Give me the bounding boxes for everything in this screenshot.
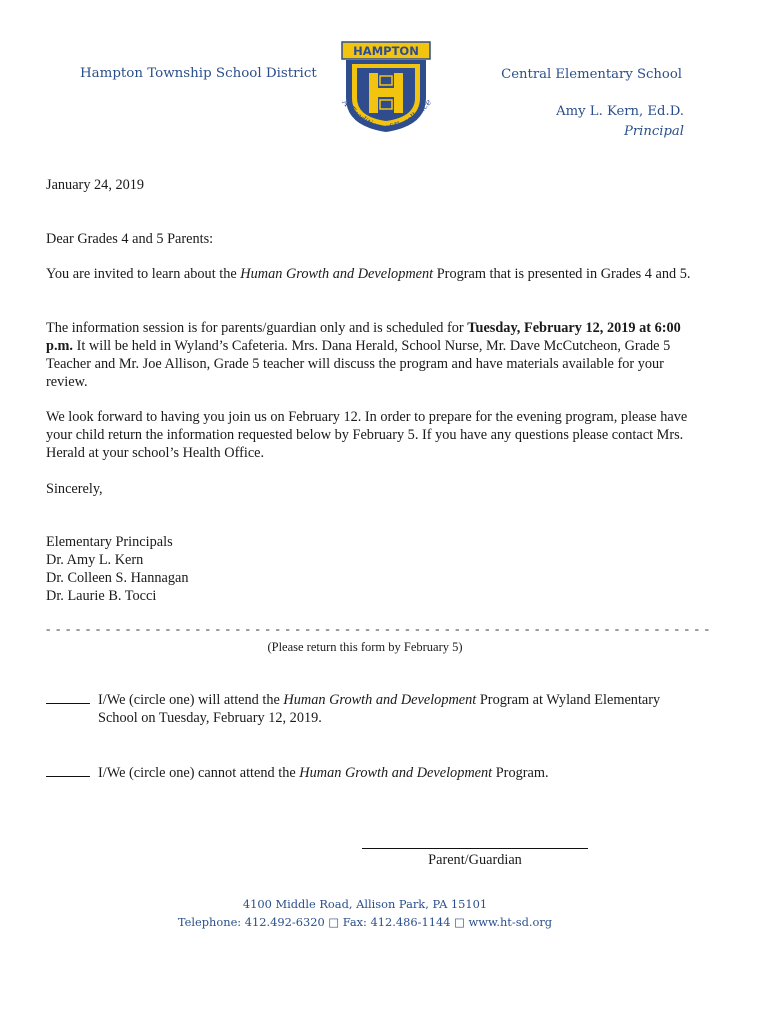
signature-line[interactable] bbox=[362, 848, 588, 849]
option-not-attend-text: I/We (circle one) cannot attend the Human Growth and Development Program. bbox=[98, 765, 549, 781]
logo-banner-text: HAMPTON bbox=[353, 44, 419, 58]
salutation: Dear Grades 4 and 5 Parents: bbox=[46, 231, 214, 247]
footer-contact: Telephone: 412.492-6320 □ Fax: 412.486-1144 □ www.ht-sd.org bbox=[177, 915, 553, 929]
signature-label: Parent/Guardian bbox=[428, 852, 522, 868]
paragraph-session-details: The information session is for parents/guardian only and is scheduled for Tuesday, February 12, 2019 at 6:00 p.m. It will be held in Wyland’s Cafeteria. Mrs. Dana Herald, School Nurse, Mr. Dave McCutcheon, Grade 5 Teacher and Mr. Joe Allison, Grade 5 teacher will discuss the program and have materials available for your review. bbox=[46, 320, 681, 390]
option-attend bbox=[46, 691, 691, 726]
school-name: Central Elementary School bbox=[501, 67, 682, 82]
logo-motto: A Tradition of Excellence bbox=[339, 97, 435, 134]
not-attend-checkbox-line[interactable] bbox=[46, 764, 90, 777]
attend-checkbox-line[interactable] bbox=[46, 691, 90, 704]
closing: Sincerely, bbox=[46, 481, 103, 497]
district-name: Hampton Township School District bbox=[80, 66, 317, 81]
option-attend-text: I/We (circle one) will attend the Human Growth and Development Program at Wyland Elementary School on Tuesday, February 12, 2019. bbox=[98, 692, 661, 726]
cut-line-divider: - - - - - - - - - - - - - - - - - - - - - - - - - - - - - - - - - - - - - - - - - - - - - - - - - - - - - - - - - - - - - - - - - - - bbox=[46, 621, 711, 636]
paragraph-invitation: You are invited to learn about the Human Growth and Development Program that is presented in Grades 4 and 5. bbox=[46, 266, 691, 282]
session-datetime: Tuesday, February 12, 2019 at 6:00 p.m. bbox=[46, 320, 681, 354]
principal-name: Amy L. Kern, Ed.D. bbox=[556, 104, 684, 119]
signer-group: Elementary Principals bbox=[46, 534, 173, 550]
signer-name: Dr. Colleen S. Hannagan bbox=[46, 570, 189, 586]
program-name: Human Growth and Development bbox=[240, 266, 434, 282]
signer-name: Dr. Laurie B. Tocci bbox=[46, 588, 157, 604]
paragraph-return-request: We look forward to having you join us on February 12. In order to prepare for the evening program, please have your child return the information requested below by February 5. If you have any questions please contact Mrs. Herald at your school’s Health Office. bbox=[46, 409, 688, 461]
return-note: (Please return this form by February 5) bbox=[267, 640, 463, 654]
footer-address: 4100 Middle Road, Allison Park, PA 15101 bbox=[242, 897, 488, 911]
principal-title: Principal bbox=[623, 124, 684, 139]
hampton-logo bbox=[336, 40, 436, 145]
signer-name: Dr. Amy L. Kern bbox=[46, 552, 144, 568]
letter-date: January 24, 2019 bbox=[46, 177, 145, 193]
option-not-attend bbox=[46, 764, 691, 782]
